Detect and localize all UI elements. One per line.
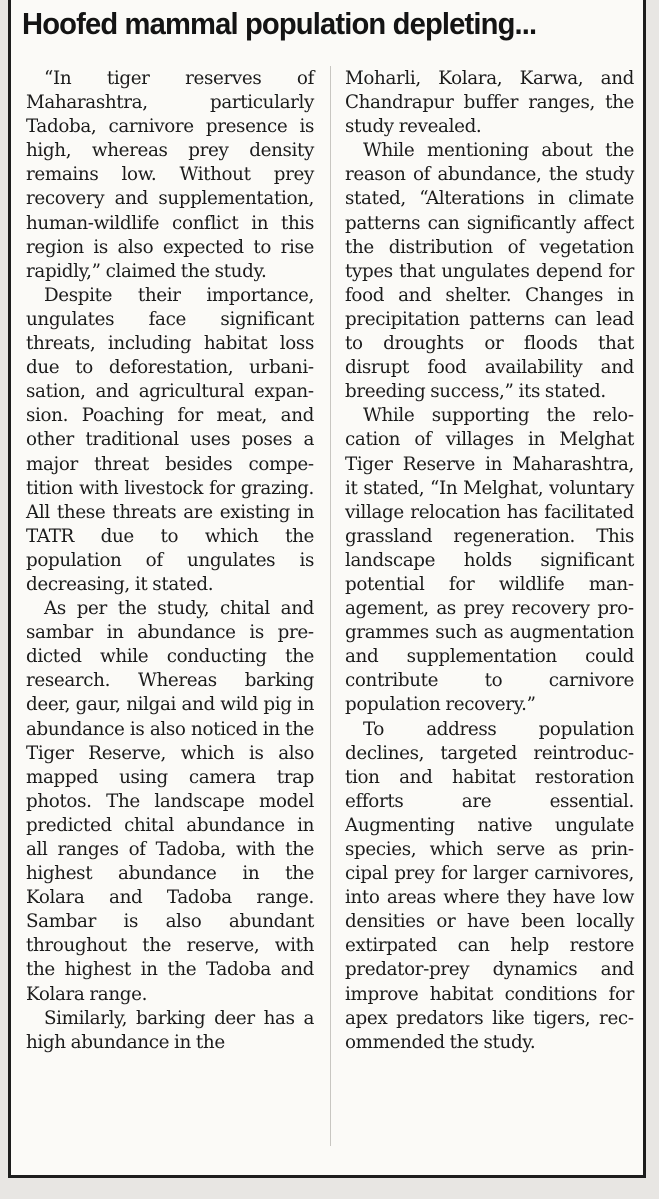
paragraph-continued: Moharli, Kolara, Karwa, and Chandrapur buffer ranges, the study revealed. (345, 68, 634, 138)
paragraph: While mentioning about the reason of abundance, the study stated, “Alterations in climate patterns can significantly affect the distribution of vegetation types that ungulates depend for food and shelter. Changes in precipitation patterns can lead to droughts or floods that disrupt food availability and breeding success,” its stated. (345, 140, 634, 403)
headline: Hoofed mammal population depleting... (22, 6, 537, 41)
article-column-left (26, 67, 314, 1055)
article-column-right (345, 67, 634, 1055)
paragraph: To address population declines, targeted reintroduction and habitat restoration efforts are essential. Augmenting native ungulate species, which serve as principal prey for larger carnivores, into areas where they have low densities or have been locally extirpated can help restore predator-prey dynamics and improve habitat conditions for apex predators like tigers, recommended the study. (345, 718, 634, 1053)
column-divider (330, 66, 331, 1146)
paragraph: As per the study, chital and sambar in abundance is predicted while conducting the research. Whereas barking deer, gaur, nilgai and wild pig in abundance is also noticed in the Tiger Reserve, which is also mapped using camera trap photos. The landscape model predicted chital abundance in all ranges of Tadoba, with the highest abundance in the Kolara and Tadoba range. Sambar is also abundant throughout the reserve, with the highest in the Tadoba and Kolara range. (26, 598, 314, 1005)
paragraph: Despite their importance, ungulates face significant threats, including habitat loss due to deforestation, urbanisation, and agricultural expansion. Poaching for meat, and other traditional uses poses a major threat besides competition with livestock for grazing. All these threats are existing in TATR due to which the population of ungulates is decreasing, it stated. (26, 284, 314, 595)
paragraph: Similarly, barking deer has a high abundance in the (26, 1007, 314, 1053)
paragraph: “In tiger reserves of Maharashtra, particularly Tadoba, carnivore presence is high, whereas prey density remains low. Without prey recovery and supplementation, human-wildlife conflict in this region is also expected to rise rapidly,” claimed the study. (26, 68, 314, 282)
paragraph: While supporting the relocation of villages in Melghat Tiger Reserve in Maharashtra, it stated, “In Melghat, voluntary village relocation has facilitated grassland regeneration. This landscape holds significant potential for wildlife management, as prey recovery programmes such as augmentation and supplementation could contribute to carnivore population recovery.” (345, 405, 634, 716)
